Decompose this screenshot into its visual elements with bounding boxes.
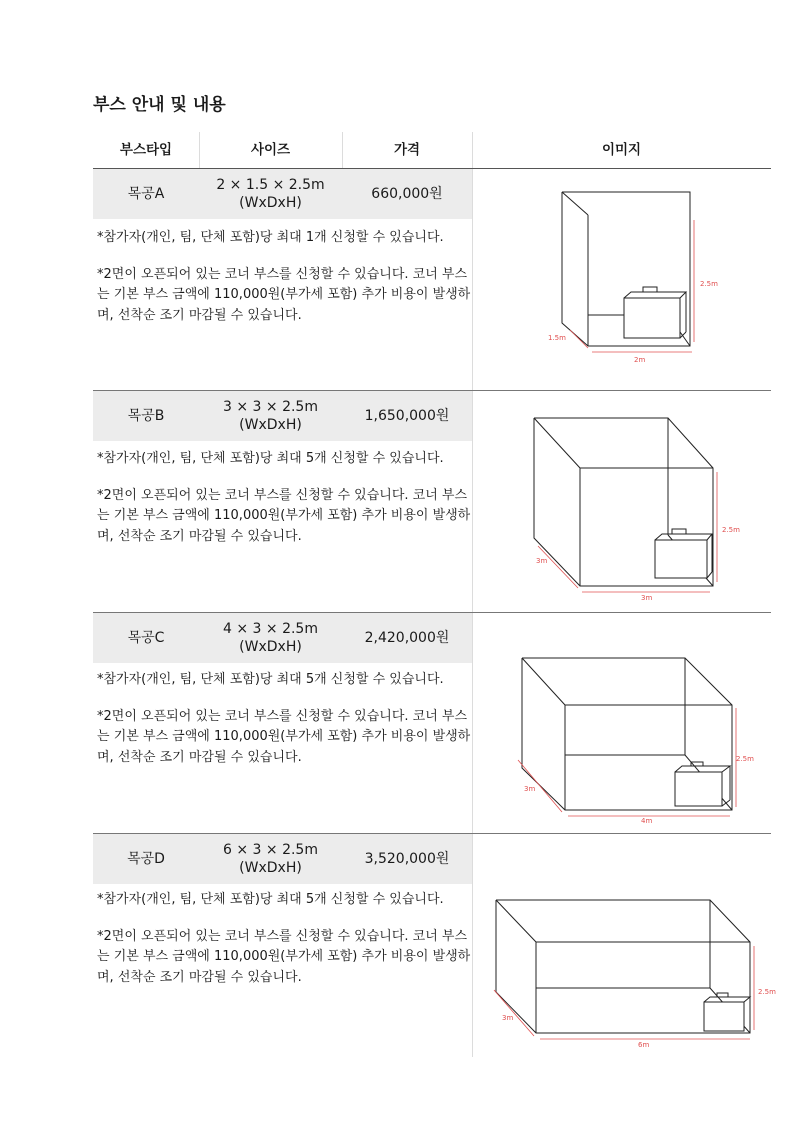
size-axis-note: (WxDxH) — [239, 417, 302, 433]
booth-d-diagram — [488, 890, 778, 1050]
booth-b-diagram — [520, 410, 750, 605]
header-divider — [342, 132, 343, 168]
booth-type: 목공C — [127, 630, 165, 646]
booth-notes — [97, 228, 472, 326]
height-label: 2.5m — [736, 755, 754, 763]
height-label: 2.5m — [722, 526, 740, 534]
header-size: 사이즈 — [250, 142, 291, 158]
booth-type: 목공B — [127, 408, 165, 424]
width-label: 4m — [641, 817, 653, 825]
booth-size — [199, 834, 342, 884]
note-limit: *참가자(개인, 팀, 단체 포함)당 최대 5개 신청할 수 있습니다. — [97, 892, 444, 907]
note-limit: *참가자(개인, 팀, 단체 포함)당 최대 1개 신청할 수 있습니다. — [97, 230, 444, 245]
size-axis-note: (WxDxH) — [239, 860, 302, 876]
size-axis-note: (WxDxH) — [239, 195, 302, 211]
page-title: 부스 안내 및 내용 — [93, 95, 226, 115]
note-limit: *참가자(개인, 팀, 단체 포함)당 최대 5개 신청할 수 있습니다. — [97, 451, 444, 466]
depth-label: 1.5m — [548, 334, 566, 342]
header-divider — [199, 132, 200, 168]
depth-label: 3m — [502, 1014, 514, 1022]
header-type: 부스타입 — [119, 142, 173, 158]
image-column-divider — [472, 169, 473, 1057]
note-corner: *2면이 오픈되어 있는 코너 부스를 신청할 수 있습니다. 코너 부스는 기본 부스 금액에 110,000원(부가세 포함) 추가 비용이 발생하며, 선착순 조기 마감될 수 있습니다. — [97, 266, 471, 323]
note-corner: *2면이 오픈되어 있는 코너 부스를 신청할 수 있습니다. 코너 부스는 기본 부스 금액에 110,000원(부가세 포함) 추가 비용이 발생하며, 선착순 조기 마감될 수 있습니다. — [97, 708, 471, 765]
booth-price: 660,000원 — [371, 186, 443, 202]
width-label: 6m — [638, 1041, 650, 1049]
note-corner: *2면이 오픈되어 있는 코너 부스를 신청할 수 있습니다. 코너 부스는 기본 부스 금액에 110,000원(부가세 포함) 추가 비용이 발생하며, 선착순 조기 마감될 수 있습니다. — [97, 928, 471, 985]
booth-c-diagram — [510, 650, 760, 830]
height-label: 2.5m — [758, 988, 776, 996]
depth-label: 3m — [524, 785, 536, 793]
note-limit: *참가자(개인, 팀, 단체 포함)당 최대 5개 신청할 수 있습니다. — [97, 672, 444, 687]
booth-price: 3,520,000원 — [364, 851, 450, 867]
header-divider — [472, 132, 473, 168]
booth-a-diagram — [540, 180, 740, 370]
booth-type: 목공D — [127, 851, 165, 867]
size-dimensions: 6 × 3 × 2.5m — [223, 842, 318, 858]
booth-size — [199, 391, 342, 441]
size-dimensions: 3 × 3 × 2.5m — [223, 399, 318, 415]
booth-type: 목공A — [127, 186, 165, 202]
header-image: 이미지 — [601, 142, 642, 158]
size-dimensions: 4 × 3 × 2.5m — [223, 621, 318, 637]
note-corner: *2면이 오픈되어 있는 코너 부스를 신청할 수 있습니다. 코너 부스는 기본 부스 금액에 110,000원(부가세 포함) 추가 비용이 발생하며, 선착순 조기 마감될 수 있습니다. — [97, 487, 471, 544]
booth-notes — [97, 670, 472, 768]
booth-size — [199, 169, 342, 219]
header-price: 가격 — [393, 142, 421, 158]
booth-price: 2,420,000원 — [364, 630, 450, 646]
booth-size — [199, 613, 342, 663]
height-label: 2.5m — [700, 280, 718, 288]
booth-notes — [97, 449, 472, 547]
width-label: 3m — [641, 594, 653, 602]
size-dimensions: 2 × 1.5 × 2.5m — [216, 177, 325, 193]
depth-label: 3m — [536, 557, 548, 565]
booth-notes — [97, 890, 472, 988]
size-axis-note: (WxDxH) — [239, 639, 302, 655]
width-label: 2m — [634, 356, 646, 364]
booth-price: 1,650,000원 — [364, 408, 450, 424]
